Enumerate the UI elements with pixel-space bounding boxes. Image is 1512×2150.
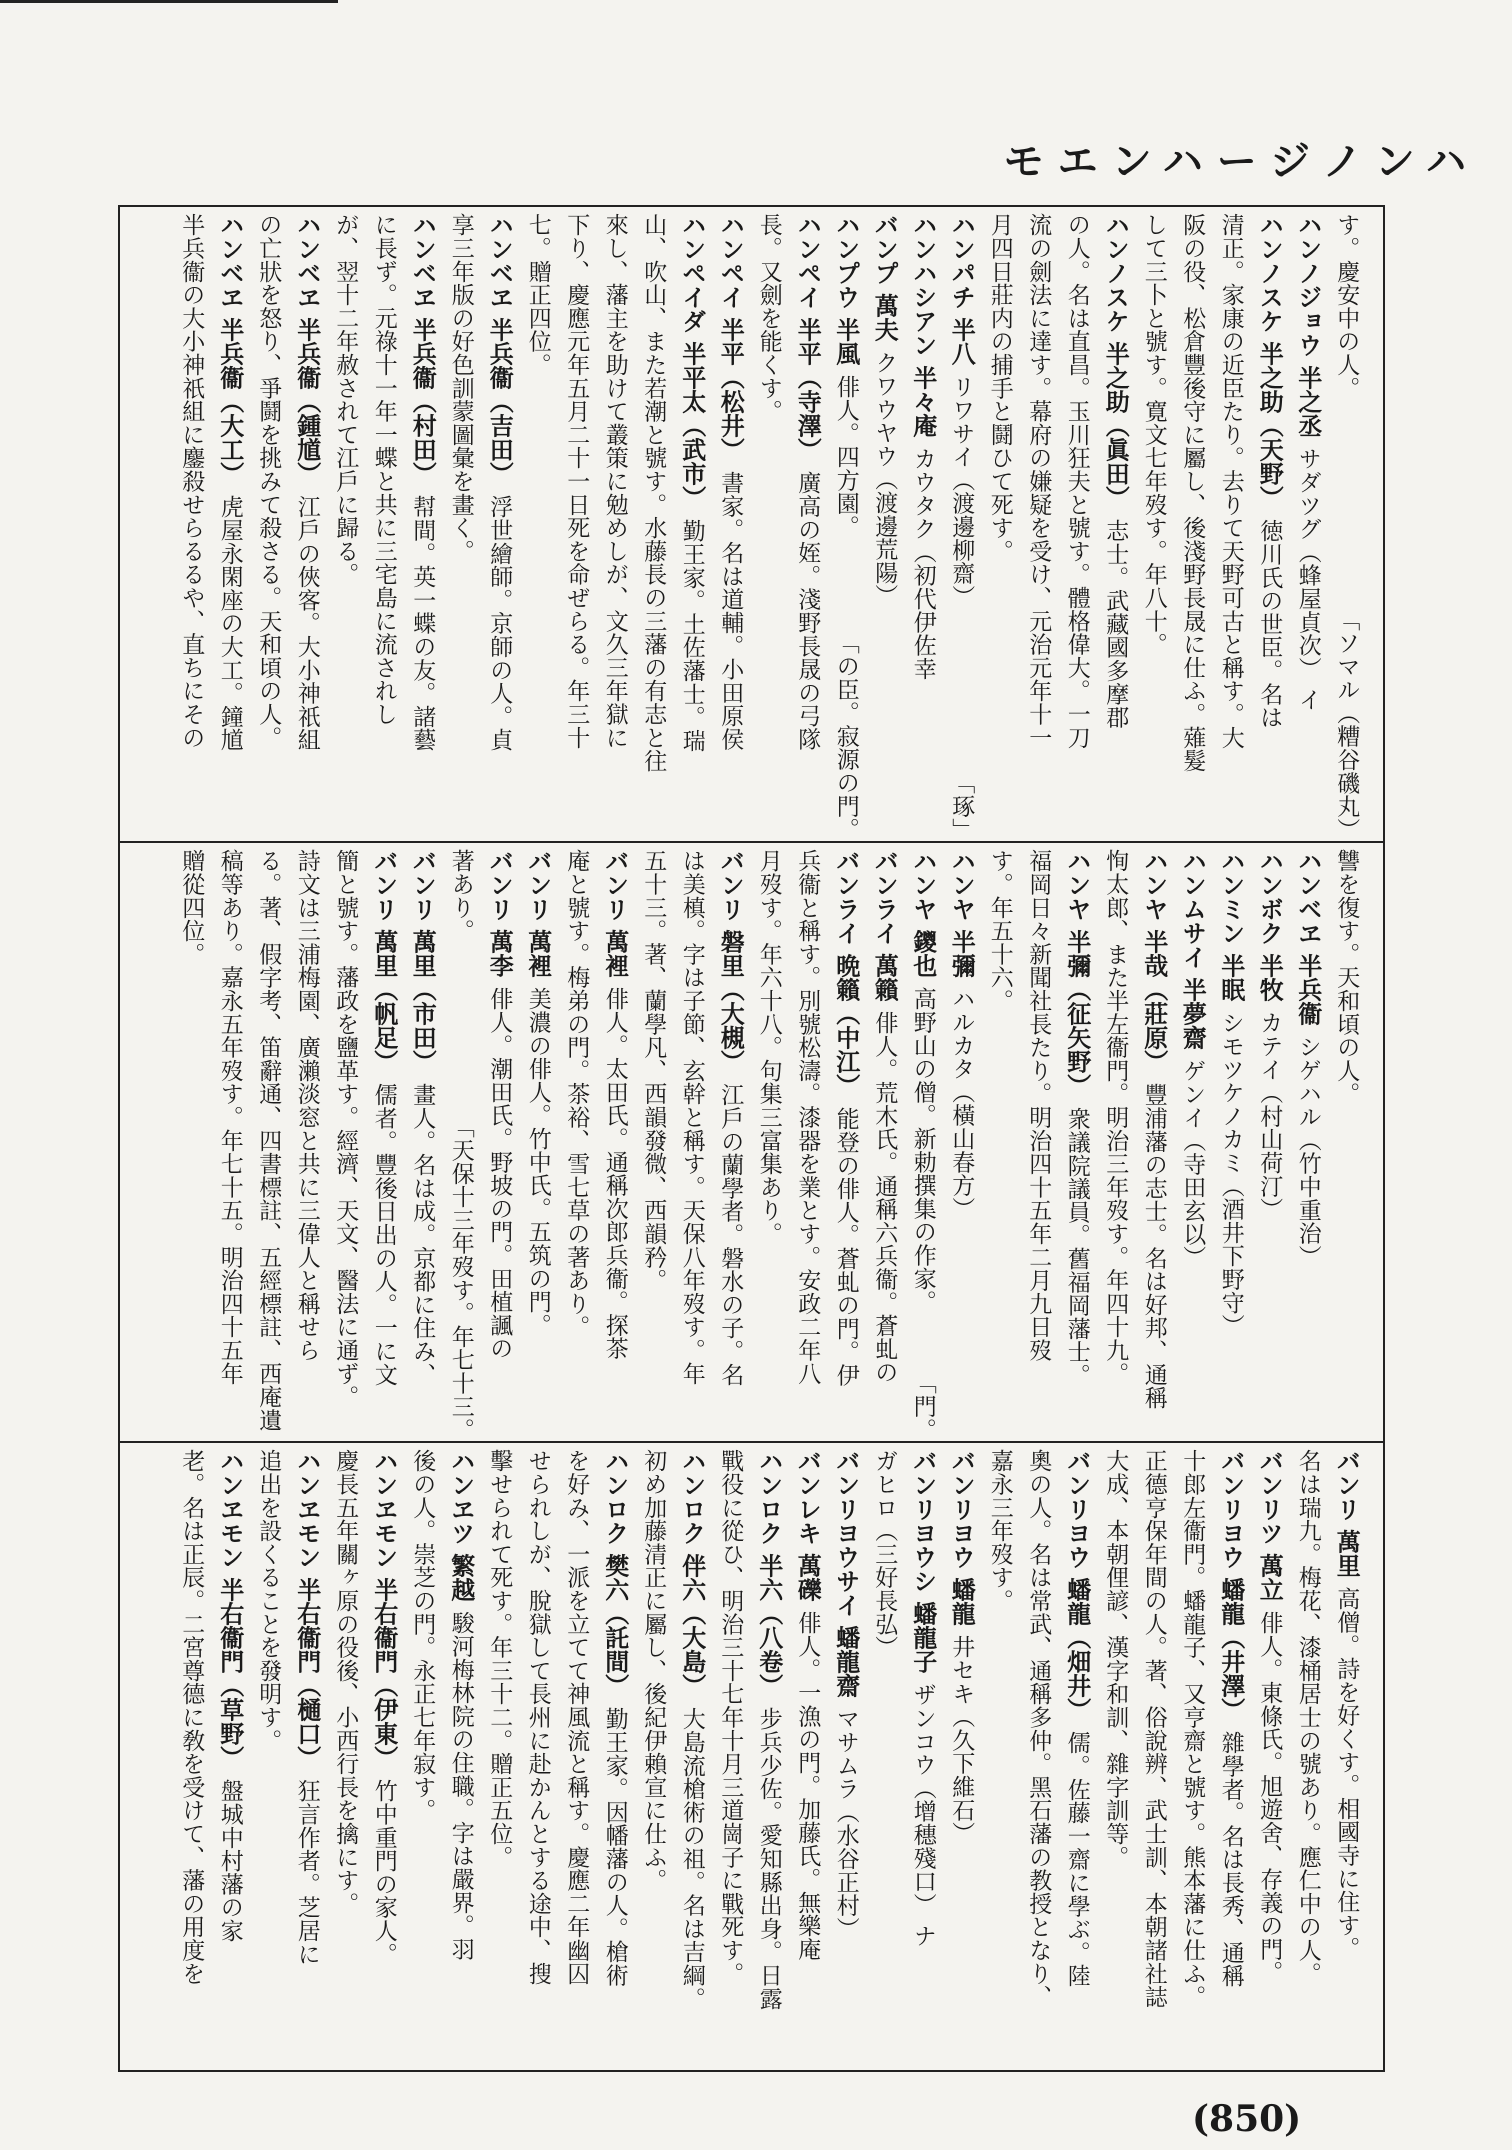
text-column: [596, 849, 635, 1441]
entry-headword: ハンボク 半牧: [1255, 849, 1284, 1002]
entry-headword: ハンパチ 半八: [947, 213, 976, 366]
text-column: [250, 1449, 289, 2070]
entry-text: ザンコウ（增穗殘口） ナ: [909, 1682, 936, 1947]
text-column: [1097, 1449, 1136, 2070]
entry-text: 徳川氏の世臣。名は: [1256, 518, 1283, 729]
text-column: [673, 1449, 712, 2070]
entry-overflow-text: 「の臣。寂源の門。: [832, 631, 859, 841]
text-column: [442, 213, 481, 841]
text-column: [1212, 1449, 1251, 2070]
entry-text: 來し、藩主を助けて叢策に勉めしが、文久三年獄に: [601, 213, 628, 749]
text-column: [173, 1449, 212, 2070]
text-column: [673, 849, 712, 1441]
entry-overflow-text: 「門。: [909, 1371, 936, 1441]
entry-text: 清正。家康の近臣たり。去りて天野可古と稱す。大: [1217, 213, 1244, 749]
entry-text: カウタク（初代伊佐幸: [909, 446, 936, 680]
entry-text: クワウヤウ（渡邊荒陽）: [871, 350, 898, 607]
entry-headword: ハンロク 樊六（託間）: [600, 1449, 629, 1698]
text-column: [519, 849, 558, 1441]
entry-text: 井セキ（久下維石）: [948, 1634, 975, 1845]
entry-text: 初め加藤清正に屬し、後紀伊賴宣に仕ふ。: [640, 1449, 667, 1892]
entry-text: サダツグ（蜂屋貞次） イ: [1294, 446, 1321, 711]
entry-text: 江戶の蘭學者。磐水の子。名: [717, 1082, 744, 1386]
entry-text: 勤王家。因幡藩の人。槍術: [601, 1706, 628, 1987]
text-column: [327, 1449, 366, 2070]
entry-text: 月歿す。年六十八。句集三富集あり。: [755, 849, 782, 1246]
entry-text: 能登の俳人。蒼虬の門。伊: [832, 1106, 859, 1387]
entry-text: 奧の人。名は常武、通稱多仲。黑石藩の教授となり、: [1025, 1449, 1052, 2009]
text-column: [1020, 1449, 1059, 2070]
text-column: [1174, 1449, 1213, 2070]
entry-headword: バンレキ 萬礫: [793, 1449, 822, 1602]
entry-text: 恂太郎、また半左衞門。明治三年歿す。年四十九。: [1102, 849, 1129, 1385]
entry-text: 衆議院議員。舊福岡藩士。: [1063, 1106, 1090, 1387]
entry-text: 簡と號す。藩政を鹽革す。經濟、天文、醫法に通ず。: [332, 849, 359, 1409]
entry-text: 俳人。荒木氏。通稱六兵衞。蒼虬の: [871, 1010, 898, 1384]
text-column: [596, 213, 635, 841]
entry-headword: バンリ 萬裡: [600, 849, 629, 978]
text-column: [442, 1449, 481, 2070]
entry-text: 贈從四位。: [178, 849, 205, 966]
text-column: [712, 1449, 751, 2070]
text-column: [1328, 849, 1367, 1441]
text-column: [789, 213, 828, 841]
entry-text: 讐を復す。天和頃の人。: [1333, 849, 1360, 1106]
text-column: [1251, 1449, 1290, 2070]
text-column: [1174, 849, 1213, 1441]
entry-headword: バンリツ 萬立: [1255, 1449, 1284, 1602]
text-column: [1251, 213, 1290, 841]
entry-text: は美槙。字は子節、玄幹と稱す。天保八年歿す。年: [678, 849, 705, 1385]
entry-text: に長ず。元祿十一年一蝶と共に三宅島に流されし: [370, 213, 397, 726]
entry-text: 享三年版の好色訓蒙圖彙を畫く。: [447, 213, 474, 563]
entry-headword: バンリ 萬里（帆足）: [369, 849, 398, 1074]
entry-headword: バンプ 萬夫: [870, 213, 899, 342]
scan-edge-line: [0, 0, 338, 3]
entry-headword: ハンヱモン 半右衞門（樋口）: [292, 1449, 321, 1770]
entry-text: 虎屋永閑座の大工。鐘馗: [216, 494, 243, 751]
text-column: [1328, 213, 1367, 841]
entry-text: 俳人。太田氏。通稱次郎兵衞。探茶: [601, 986, 628, 1360]
entry-headword: バンリヨウサイ 蟠龍齋: [831, 1449, 860, 1698]
entry-text: る。著、假字考、笛辭通、四書標註、五經標註、西庵遺: [255, 849, 282, 1432]
entry-headword: バンリ 磐里（大槻）: [716, 849, 745, 1074]
entry-overflow-text: 「ソマル（糟谷磯丸）: [1333, 608, 1360, 841]
entry-headword: バンリヨウ 蟠龍: [947, 1449, 976, 1626]
text-column: [904, 849, 943, 1441]
entry-headword: ハンムサイ 半夢齋: [1178, 849, 1207, 1050]
text-column: [635, 1449, 674, 2070]
text-column: [673, 213, 712, 841]
text-column: [288, 1449, 327, 2070]
entry-text: 盤城中村藩の家: [216, 1778, 243, 1942]
entry-text: 高野山の僧。新勅撰集の作家。: [909, 986, 936, 1313]
text-column: [1058, 213, 1097, 841]
entry-text: シゲハル（竹中重治）: [1294, 1034, 1321, 1268]
entry-text: して三卜と號す。寛文七年歿す。年八十。: [1140, 213, 1167, 656]
entry-text: 駿河梅林院の住職。字は嚴界。羽: [447, 1610, 474, 1961]
entry-text: 竹中重門の家人。: [370, 1778, 397, 1965]
entry-text: 書家。名は道輔。小田原侯: [717, 470, 744, 751]
entry-overflow-text: 「琢」: [948, 771, 975, 841]
entry-text: マサムラ（水谷正村）: [832, 1706, 859, 1940]
entry-headword: ハンハシアン 半々庵: [908, 213, 937, 438]
entry-text: 畫人。名は成。京都に住み、: [409, 1082, 436, 1386]
entry-tier-3: [120, 1441, 1383, 2070]
text-column: [1251, 849, 1290, 1441]
entry-text: 俳人。潮田氏。野坡の門。田植諷の: [486, 986, 513, 1360]
entry-text: 著あり。: [447, 849, 474, 943]
text-column: [250, 213, 289, 841]
entry-text: せられしが、脫獄して長州に赴かんとする途中、搜: [524, 1449, 551, 1985]
text-column: [789, 1449, 828, 2070]
entry-headword: ハンヱツ 繁越: [446, 1449, 475, 1602]
text-column: [1174, 213, 1213, 841]
entry-headword: ハンロク 半六（八卷）: [754, 1449, 783, 1698]
entry-text: の人。名は直昌。玉川狂夫と號す。體格偉大。一刀: [1063, 213, 1090, 749]
entry-text: ゲンイ（寺田玄以）: [1179, 1058, 1206, 1269]
entry-headword: ハンミン 半眠: [1216, 849, 1245, 1002]
text-column: [866, 1449, 905, 2070]
entry-text: ハルカタ（橫山春方）: [948, 986, 975, 1220]
text-column: [404, 849, 443, 1441]
text-column: [327, 213, 366, 841]
text-column: [173, 213, 212, 841]
text-column: [1058, 1449, 1097, 2070]
text-column: [1058, 849, 1097, 1441]
text-column: [866, 213, 905, 841]
entry-text: 兵衞と稱す。別號松濤。漆器を業とす。安政二年八: [794, 849, 821, 1385]
text-column: [712, 849, 751, 1441]
entry-text: 勤王家。土佐藩士。瑞: [678, 518, 705, 752]
entry-headword: バンライ 萬籟: [870, 849, 899, 1002]
text-column: [211, 1449, 250, 2070]
text-column: [442, 849, 481, 1441]
text-column: [519, 213, 558, 841]
entry-headword: ハンベヱ 半兵衞: [1293, 849, 1322, 1026]
text-column: [635, 849, 674, 1441]
entry-text: 浮世繪師。京師の人。貞: [486, 494, 513, 751]
running-head: モエンハージノンハ: [1003, 139, 1480, 185]
entry-text: 步兵少佐。愛知縣出身。日露: [755, 1706, 782, 2010]
entry-headword: ハンペイ 半平（寺澤）: [793, 213, 822, 462]
entry-text: 江戶の俠客。大小神祇組: [293, 494, 320, 751]
entry-text: 嘉永三年歿す。: [986, 1449, 1013, 1613]
entry-headword: バンリ 萬李: [485, 849, 514, 978]
text-column: [981, 213, 1020, 841]
text-column: [1135, 213, 1174, 841]
text-column: [365, 1449, 404, 2070]
entries-box: [118, 205, 1385, 2072]
text-column: [481, 1449, 520, 2070]
text-column: [904, 213, 943, 841]
entry-text: 廣高の姪。淺野長晟の弓隊: [794, 470, 821, 751]
entry-text: 後の人。崇芝の門。永正七年寂す。: [409, 1449, 436, 1822]
entry-headword: ハンベヱ 半兵衞（村田）: [408, 213, 437, 486]
entry-overflow-text: 「天保十三年歿す。年七十三。: [447, 1114, 474, 1441]
entry-text: 俳人。一漁の門。加藤氏。無樂庵: [794, 1610, 821, 1961]
entry-text: リワサイ（渡邊柳齋）: [948, 374, 975, 608]
entry-text: 追出を設くることを發明す。: [255, 1449, 282, 1752]
text-column: [943, 849, 982, 1441]
text-column: [827, 213, 866, 841]
entry-text: を好み、一派を立てて神風流と稱す。慶應二年幽囚: [563, 1449, 590, 1985]
text-column: [635, 213, 674, 841]
text-column: [288, 213, 327, 841]
entry-text: 慶長五年關ヶ原の役後、小西行長を擒にす。: [332, 1449, 359, 1915]
entry-headword: ハンノスケ 半之助（天野）: [1255, 213, 1284, 510]
text-column: [1289, 213, 1328, 841]
text-column: [558, 213, 597, 841]
entry-text: す。年五十六。: [986, 849, 1013, 1013]
text-column: [1289, 849, 1328, 1441]
entry-headword: バンリヨウ 蟠龍（井澤）: [1216, 1449, 1245, 1722]
entry-headword: バンリヨウ 蟠龍（畑井）: [1062, 1449, 1091, 1722]
entry-text: 庵と號す。梅弟の門。茶裕、雪七草の著あり。: [563, 849, 590, 1339]
text-column: [1097, 213, 1136, 841]
text-column: [827, 1449, 866, 2070]
entry-headword: ハンペイ 半平（松井）: [716, 213, 745, 462]
entry-headword: ハンヤ 半哉（莊原）: [1139, 849, 1168, 1074]
entry-text: 大島流槍術の祖。名は吉綱。: [678, 1706, 705, 2010]
text-column: [943, 213, 982, 841]
entry-text: 五十三。著、蘭學凡、西韻發微、西韻矜。: [640, 849, 667, 1292]
text-column: [558, 1449, 597, 2070]
entry-text: 俳人。東條氏。旭遊舍、存義の門。: [1256, 1610, 1283, 1984]
text-column: [211, 213, 250, 841]
entry-headword: ハンヱモン 半右衞門（伊東）: [369, 1449, 398, 1770]
text-column: [750, 213, 789, 841]
entry-text: の亡狀を怒り、爭鬪を挑みて殺さる。天和頃の人。: [255, 213, 282, 749]
entry-headword: ハンノジョウ 半之丞: [1293, 213, 1322, 438]
text-column: [1020, 213, 1059, 841]
entry-headword: バンリ 萬里（市田）: [408, 849, 437, 1074]
text-column: [981, 849, 1020, 1441]
entry-text: 十郎左衞門。蟠龍子、又亨齋と號す。熊本藩に仕ふ。: [1179, 1449, 1206, 2009]
entry-text: 半兵衞の大小神祇組に鏖殺せらるるや、直ちにその: [178, 213, 205, 749]
entry-headword: ハンベヱ 半兵衞（吉田）: [485, 213, 514, 486]
entry-text: ガヒロ（三好長弘）: [871, 1449, 898, 1659]
entry-headword: ハンヤ 半彌（征矢野）: [1062, 849, 1091, 1098]
entry-headword: バンリヨウシ 蟠龍子: [908, 1449, 937, 1674]
entry-text: 月四日莊内の捕手と鬪ひて死す。: [986, 213, 1013, 563]
entry-text: が、翌十二年赦されて江戶に歸る。: [332, 213, 359, 586]
text-column: [519, 1449, 558, 2070]
text-column: [211, 849, 250, 1441]
text-column: [1212, 849, 1251, 1441]
text-column: [1328, 1449, 1367, 2070]
text-column: [827, 849, 866, 1441]
entry-text: 流の劍法に達す。幕府の嫌疑を受け、元治元年十一: [1025, 213, 1052, 749]
entry-headword: ハンベヱ 半兵衞（大工）: [215, 213, 244, 486]
entry-text: 美濃の俳人。竹中氏。五筑の門。: [524, 986, 551, 1337]
text-column: [481, 849, 520, 1441]
entry-text: 儒。佐藤一齋に學ぶ。陸: [1063, 1730, 1090, 1987]
entry-text: 名は瑞九。梅花、漆桶居士の號あり。應仁中の人。: [1294, 1449, 1321, 1985]
entry-headword: バンライ 晩籟（中江）: [831, 849, 860, 1098]
text-column: [904, 1449, 943, 2070]
text-column: [1289, 1449, 1328, 2070]
entry-text: 高僧。詩を好くす。相國寺に住す。: [1333, 1586, 1360, 1960]
text-column: [1097, 849, 1136, 1441]
entry-text: 長。又劍を能くす。: [755, 213, 782, 423]
text-column: [981, 1449, 1020, 2070]
text-column: [1020, 849, 1059, 1441]
page-number: (850): [1192, 2098, 1302, 2140]
entry-text: 正德亨保年間の人。著、俗說辨、武士訓、本朝諸社誌: [1140, 1449, 1167, 2009]
entry-text: 福岡日々新聞社長たり。明治四十五年二月九日歿: [1025, 849, 1052, 1362]
entry-text: 七。贈正四位。: [524, 213, 551, 377]
text-column: [404, 213, 443, 841]
entry-headword: ハンプウ 半風: [831, 213, 860, 366]
text-column: [1135, 1449, 1174, 2070]
entry-text: す。慶安中の人。: [1333, 213, 1360, 400]
entry-headword: ハンベヱ 半兵衞（鍾馗）: [292, 213, 321, 486]
text-column: [596, 1449, 635, 2070]
entry-text: 山、吹山、また若潮と號す。水藤長の三藩の有志と往: [640, 213, 667, 773]
text-column: [173, 849, 212, 1441]
text-column: [866, 849, 905, 1441]
text-column: [365, 213, 404, 841]
entry-text: 老。名は正辰。二宮尊德に敎を受けて、藩の用度を: [178, 1449, 205, 1985]
text-column: [1212, 213, 1251, 841]
entry-headword: ハンヤ 半彌: [947, 849, 976, 978]
entry-headword: ハンヤ 鑁也: [908, 849, 937, 978]
text-column: [288, 849, 327, 1441]
entry-text: 大成、本朝俚諺、漢字和訓、雜字訓等。: [1102, 1449, 1129, 1869]
entry-text: 擊せられて死す。年三十二。贈正五位。: [486, 1449, 513, 1869]
entry-headword: ハンペイダ 半平太（武市）: [677, 213, 706, 510]
entry-text: 俳人。四方園。: [832, 374, 859, 538]
entry-text: 詩文は三浦梅園、廣瀨淡窓と共に三偉人と稱せら: [293, 849, 320, 1362]
entry-text: 雜學者。名は長秀、通稱: [1217, 1730, 1244, 1987]
entry-text: 志士。武藏國多摩郡: [1102, 518, 1129, 729]
entry-tier-2: [120, 841, 1383, 1441]
text-column: [750, 1449, 789, 2070]
entry-text: 狂言作者。芝居に: [293, 1778, 320, 1965]
entry-text: 稿等あり。嘉永五年歿す。年七十五。明治四十五年: [216, 849, 243, 1385]
entry-headword: ハンヱモン 半右衞門（草野）: [215, 1449, 244, 1770]
text-column: [750, 849, 789, 1441]
text-column: [365, 849, 404, 1441]
entry-tier-1: [120, 207, 1383, 841]
text-column: [1135, 849, 1174, 1441]
text-column: [789, 849, 828, 1441]
entry-text: 儒者。豐後日出の人。一に文: [370, 1082, 397, 1386]
entry-text: シモツケノカミ（酒井下野守）: [1217, 1010, 1244, 1337]
text-column: [558, 849, 597, 1441]
entry-text: 阪の役、松倉豐後守に屬し、後淺野長晟に仕ふ。薙髮: [1179, 213, 1206, 773]
text-column: [250, 849, 289, 1441]
entry-headword: ハンノスケ 半之助（眞田）: [1101, 213, 1130, 510]
text-column: [404, 1449, 443, 2070]
entry-headword: バンリ 萬里: [1332, 1449, 1361, 1578]
text-column: [943, 1449, 982, 2070]
text-column: [327, 849, 366, 1441]
entry-text: 下り、慶應元年五月二十一日死を命ぜらる。年三十: [563, 213, 590, 749]
entry-text: 戰役に從ひ、明治三十七年十月三道崗子に戰死す。: [717, 1449, 744, 1985]
entry-headword: バンリ 萬裡: [523, 849, 552, 978]
text-column: [481, 213, 520, 841]
entry-text: 豐浦藩の志士。名は好邦、通稱: [1140, 1082, 1167, 1409]
text-column: [712, 213, 751, 841]
entry-text: カテイ（村山荷汀）: [1256, 1010, 1283, 1221]
entry-headword: ハンロク 伴六（大島）: [677, 1449, 706, 1698]
entry-text: 幇間。英一蝶の友。諸藝: [409, 494, 436, 751]
